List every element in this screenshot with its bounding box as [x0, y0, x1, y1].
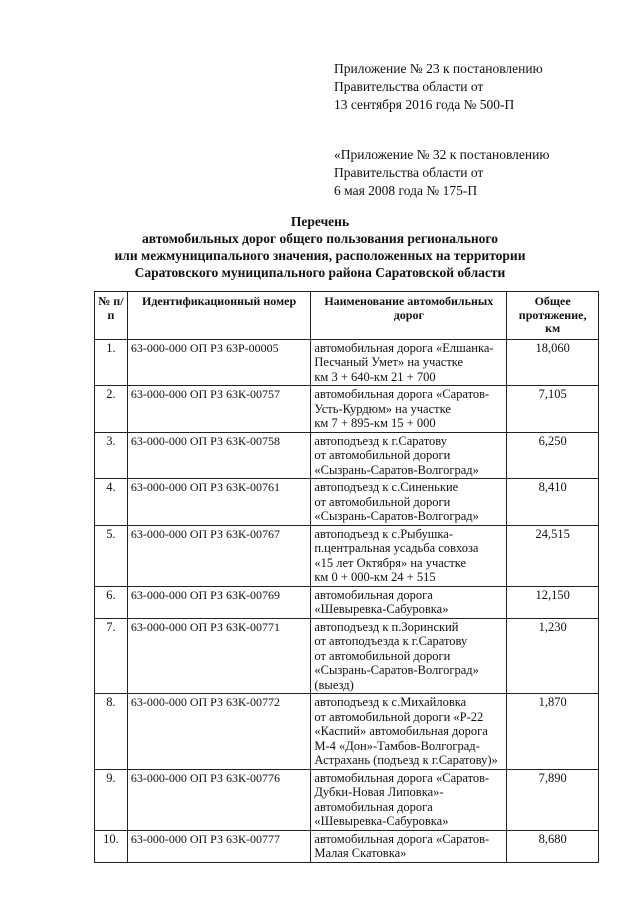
row-number: 3. — [95, 432, 128, 479]
road-length: 12,150 — [507, 586, 599, 618]
road-length: 18,060 — [507, 339, 599, 386]
row-number: 4. — [95, 479, 128, 526]
road-name-line: км 0 + 000-км 24 + 515 — [314, 570, 436, 584]
attachment-line: Приложение № 23 к постановлению — [334, 61, 543, 76]
road-length: 6,250 — [507, 432, 599, 479]
road-name-line: автоподъезд к с.Синенькие — [314, 480, 459, 494]
road-name — [311, 830, 507, 862]
row-number: 10. — [95, 830, 128, 862]
header-id: Идентификационный номер — [127, 292, 311, 340]
road-name-line: «Сызрань-Саратов-Волгоград» — [314, 663, 479, 677]
road-name-line: автоподъезд к с.Рыбушка- — [314, 526, 453, 541]
road-length: 7,105 — [507, 386, 599, 433]
road-name-line: км 3 + 640-км 21 + 700 — [314, 369, 436, 384]
road-name-line: автоподъезд к г.Саратову — [314, 433, 448, 448]
document-title — [40, 213, 600, 281]
road-name-line: Малая Скатовка» — [314, 846, 407, 860]
road-length: 1,230 — [507, 618, 599, 694]
attachment-line: 13 сентября 2016 года № 500-П — [334, 97, 515, 112]
attachment-line: Правительства области от — [334, 79, 484, 94]
road-name-line: «15 лет Октября» на участке — [314, 555, 467, 570]
table-row — [95, 386, 599, 433]
road-name-line: от автомобильной дороги — [314, 648, 451, 663]
table-row — [95, 586, 599, 618]
road-length: 7,890 — [507, 769, 599, 830]
road-id: 63-000-000 ОП РЗ 63Р-00005 — [127, 339, 311, 386]
header-length: Общее протяжение, км — [507, 292, 599, 340]
road-name-line: (выезд) — [314, 677, 354, 692]
road-id: 63-000-000 ОП РЗ 63К-00761 — [127, 479, 311, 526]
header-name: Наименование автомобильных дорог — [311, 292, 507, 340]
road-name-line: п.центральная усадьба совхоза — [314, 541, 479, 555]
table-row — [95, 830, 599, 862]
road-name-line: от автомобильной дороги «Р-22 — [314, 709, 484, 724]
road-name-line: от автоподъезда к г.Саратову — [314, 634, 468, 648]
attachment-line: Правительства области от — [334, 165, 484, 180]
table-body — [95, 339, 599, 862]
road-id: 63-000-000 ОП РЗ 63К-00767 — [127, 525, 311, 586]
row-number: 2. — [95, 386, 128, 433]
table-row — [95, 479, 599, 526]
road-name-line: от автомобильной дороги — [314, 494, 451, 509]
road-id: 63-000-000 ОП РЗ 63К-00757 — [127, 386, 311, 433]
row-number: 7. — [95, 618, 128, 694]
road-name-line: автоподъезд к п.Зоринский — [314, 619, 459, 634]
road-name-line: Песчаный Умет» на участке — [314, 355, 464, 369]
road-name-line: «Сызрань-Саратов-Волгоград» — [314, 462, 479, 477]
row-number: 6. — [95, 586, 128, 618]
road-id: 63-000-000 ОП РЗ 63К-00772 — [127, 694, 311, 770]
road-name-line: «Каспий» автомобильная дорога — [314, 724, 488, 738]
road-name — [311, 694, 507, 770]
road-name-line: «Шевыревка-Сабуровка» — [314, 814, 449, 828]
road-name — [311, 386, 507, 433]
road-name — [311, 432, 507, 479]
title-line: Саратовского муниципального района Саратовской области — [134, 265, 506, 280]
row-number: 1. — [95, 339, 128, 386]
attachment-line: 6 мая 2008 года № 175-П — [334, 183, 478, 198]
road-name-line: Астрахань (подъезд к г.Саратову)» — [314, 753, 498, 767]
attachment-line: «Приложение № 32 к постановлению — [334, 147, 550, 162]
road-name-line: автомобильная дорога «Елшанка- — [314, 340, 494, 355]
road-name — [311, 525, 507, 586]
road-name-line: автомобильная дорога — [314, 799, 433, 814]
attachment-header — [334, 60, 543, 114]
road-name — [311, 769, 507, 830]
row-number: 5. — [95, 525, 128, 586]
header-num: № п/п — [95, 292, 128, 340]
table-header-row — [95, 292, 599, 340]
road-name — [311, 586, 507, 618]
table-row — [95, 618, 599, 694]
road-name — [311, 339, 507, 386]
road-name — [311, 479, 507, 526]
title-line: автомобильных дорог общего пользования регионального — [142, 231, 498, 246]
road-name-line: автомобильная дорога «Саратов- — [314, 387, 490, 401]
title-line: или межмуниципального значения, расположенных на территории — [114, 248, 526, 263]
row-number: 9. — [95, 769, 128, 830]
table-row — [95, 339, 599, 386]
quoted-attachment — [334, 146, 549, 200]
road-name-line: автоподъезд к с.Михайловка — [314, 695, 467, 709]
row-number: 8. — [95, 694, 128, 770]
road-length: 24,515 — [507, 525, 599, 586]
road-name — [311, 618, 507, 694]
road-name-line: автомобильная дорога — [314, 587, 433, 602]
roads-table — [94, 291, 599, 863]
road-name-line: от автомобильной дороги — [314, 448, 451, 462]
road-name-line: автомобильная дорога «Саратов- — [314, 770, 490, 785]
table-row — [95, 432, 599, 479]
title-line: Перечень — [290, 214, 350, 229]
road-length: 1,870 — [507, 694, 599, 770]
road-id: 63-000-000 ОП РЗ 63К-00776 — [127, 769, 311, 830]
table-row — [95, 769, 599, 830]
road-id: 63-000-000 ОП РЗ 63К-00771 — [127, 618, 311, 694]
road-id: 63-000-000 ОП РЗ 63К-00777 — [127, 830, 311, 862]
road-name-line: Дубки-Новая Липовка»- — [314, 785, 444, 799]
road-id: 63-000-000 ОП РЗ 63К-00769 — [127, 586, 311, 618]
road-length: 8,410 — [507, 479, 599, 526]
road-id: 63-000-000 ОП РЗ 63К-00758 — [127, 432, 311, 479]
road-name-line: Усть-Курдюм» на участке — [314, 401, 451, 416]
road-name-line: М-4 «Дон»-Тамбов-Волгоград- — [314, 738, 480, 753]
road-name-line: автомобильная дорога «Саратов- — [314, 831, 490, 846]
road-name-line: «Шевыревка-Сабуровка» — [314, 602, 449, 616]
road-name-line: км 7 + 895-км 15 + 000 — [314, 416, 436, 430]
table-row — [95, 525, 599, 586]
road-name-line: «Сызрань-Саратов-Волгоград» — [314, 509, 479, 523]
road-length: 8,680 — [507, 830, 599, 862]
table-row — [95, 694, 599, 770]
